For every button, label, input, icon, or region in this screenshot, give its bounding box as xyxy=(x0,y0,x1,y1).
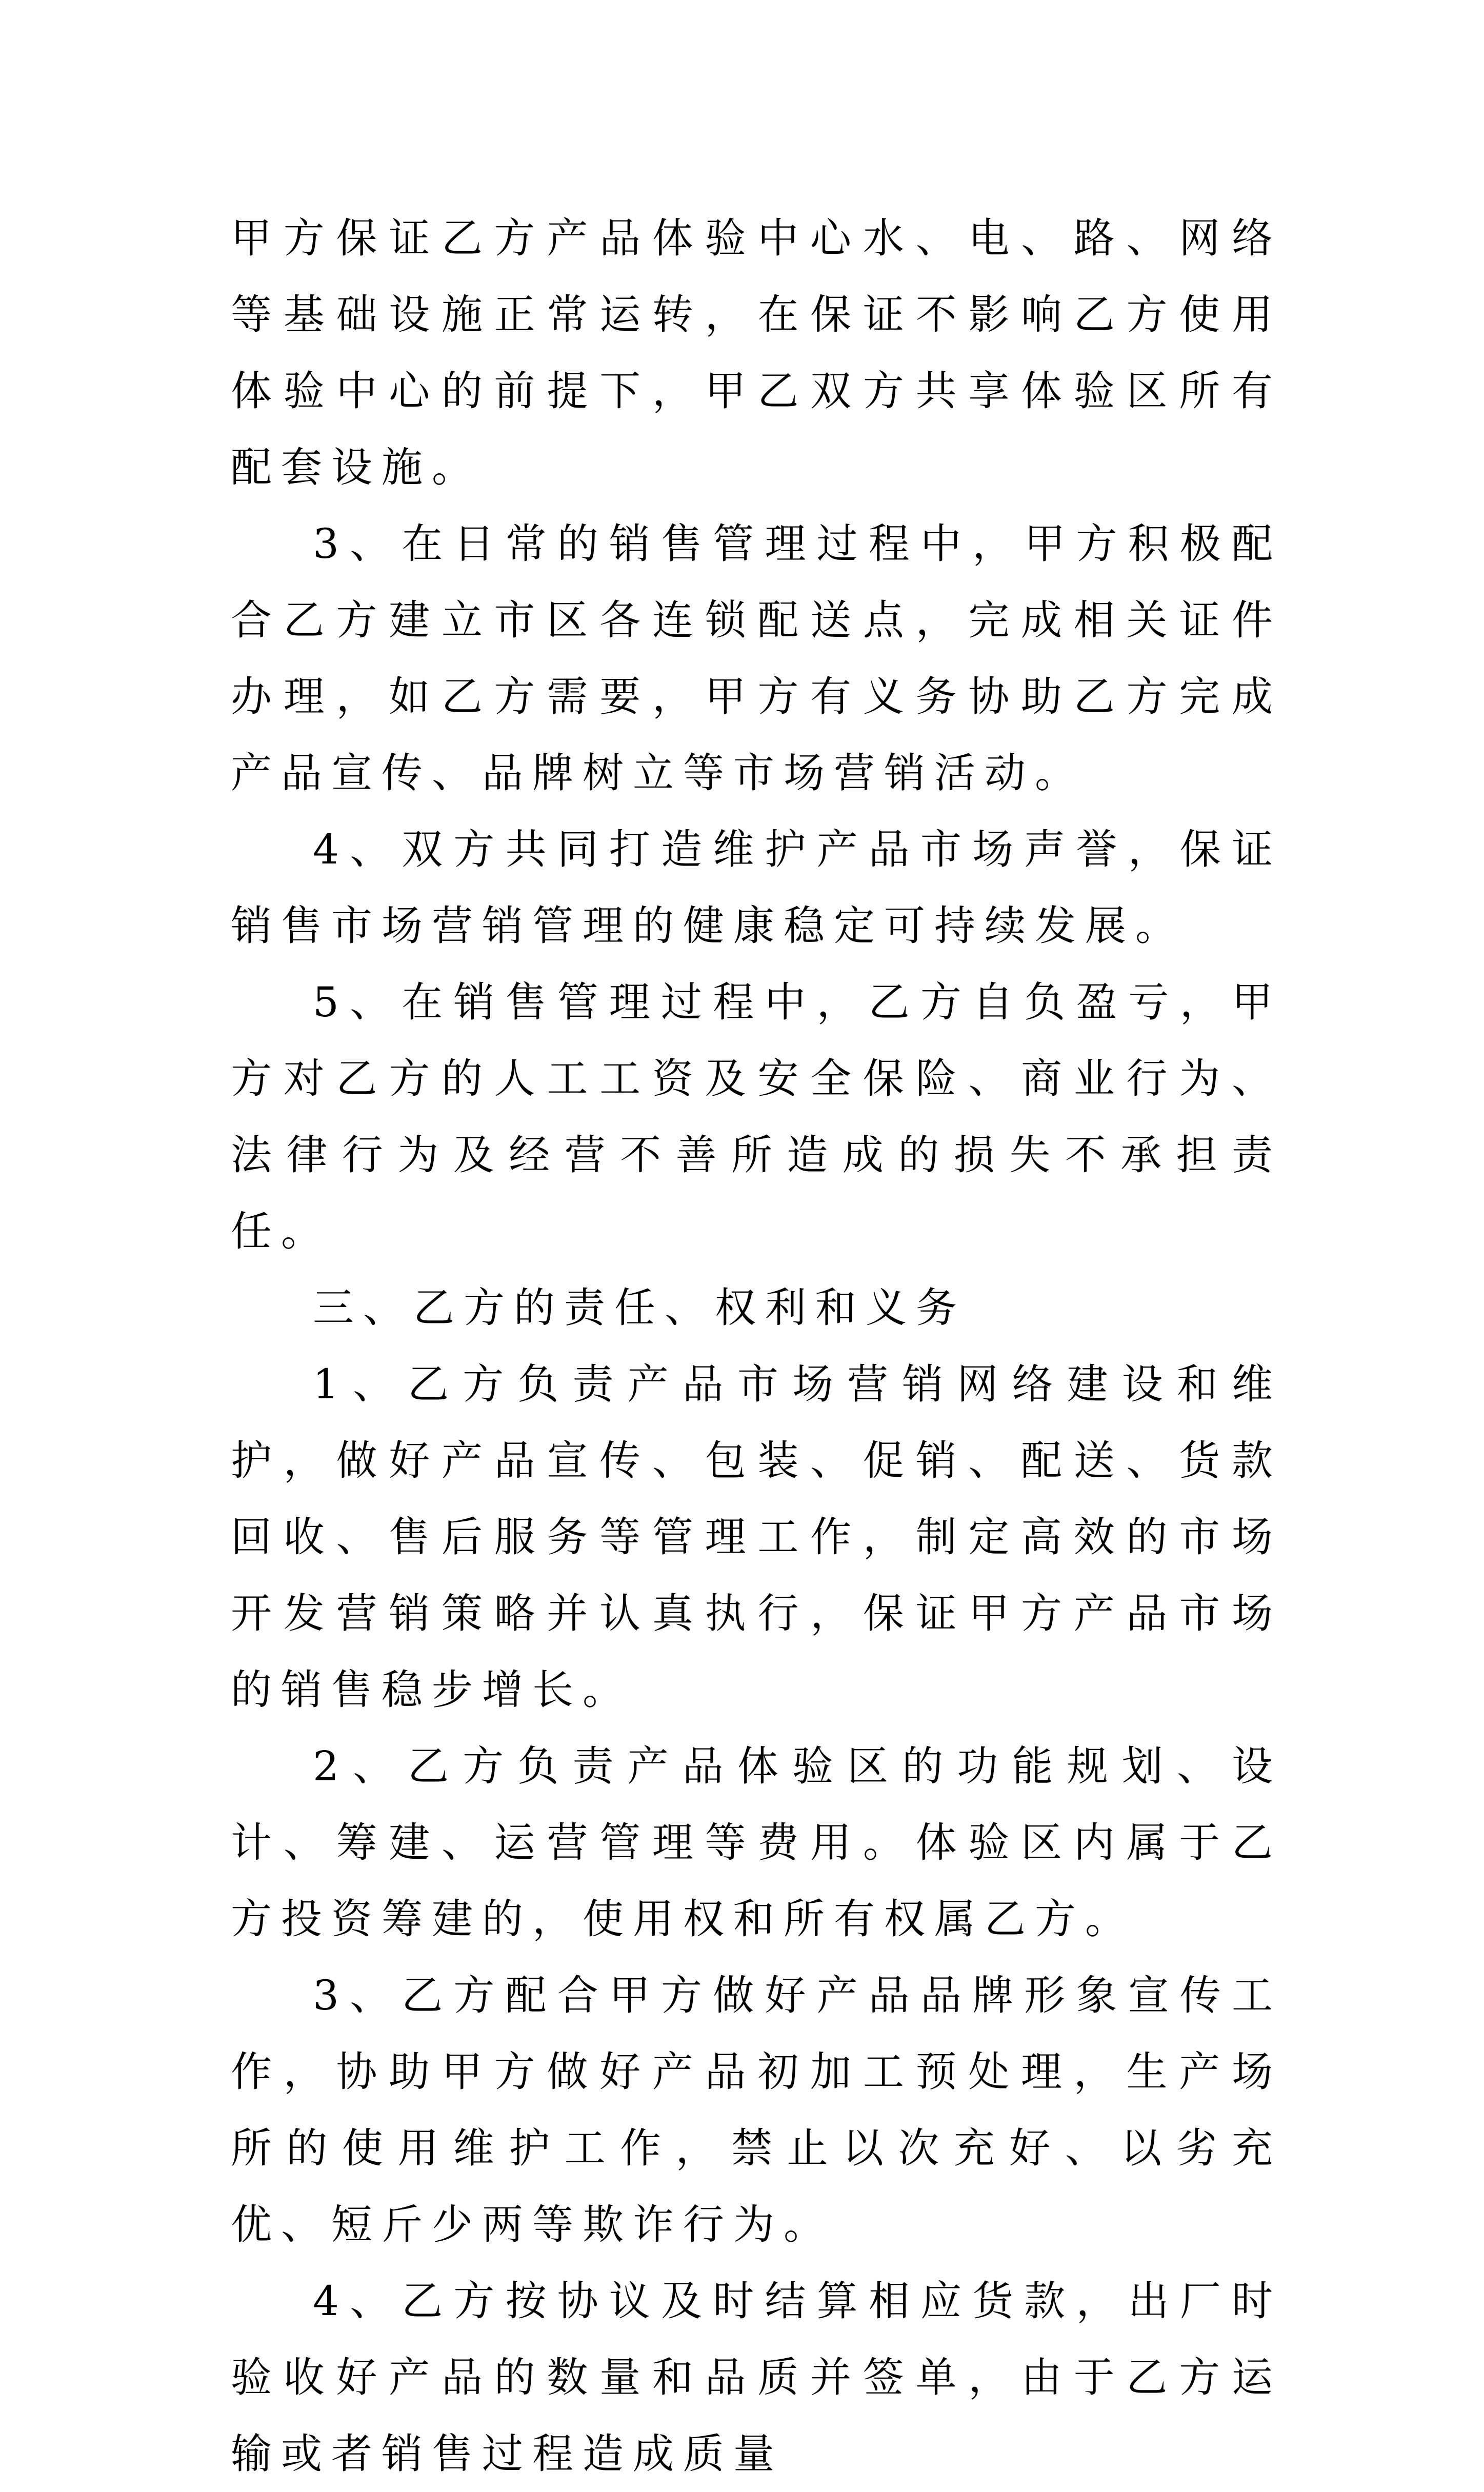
document-body xyxy=(231,200,1282,2492)
paragraph-clause-b3: 3、乙方配合甲方做好产品品牌形象宣传工作，协助甲方做好产品初加工预处理，生产场所的使用维护工作，禁止以次充好、以劣充优、短斤少两等欺诈行为。 xyxy=(231,1972,1282,2248)
paragraph-clause-a5: 5、在销售管理过程中，乙方自负盈亏，甲方对乙方的人工工资及安全保险、商业行为、法律行为及经营不善所造成的损失不承担责任。 xyxy=(231,978,1282,1255)
section-heading-party-b: 三、乙方的责任、权利和义务 xyxy=(313,1284,966,1332)
paragraph-clause-a3: 3、在日常的销售管理过程中，甲方积极配合乙方建立市区各连锁配送点，完成相关证件办理，如乙方需要，甲方有义务协助乙方完成产品宣传、品牌树立等市场营销活动。 xyxy=(231,520,1282,797)
paragraph-clause-a4: 4、双方共同打造维护产品市场声誉，保证销售市场营销管理的健康稳定可持续发展。 xyxy=(231,826,1282,950)
paragraph-clause-b2: 2、乙方负责产品体验区的功能规划、设计、筹建、运营管理等费用。体验区内属于乙方投资筹建的，使用权和所有权属乙方。 xyxy=(231,1742,1282,1943)
paragraph-clause-b1: 1、乙方负责产品市场营销网络建设和维护，做好产品宣传、包装、促销、配送、货款回收、售后服务等管理工作，制定高效的市场开发营销策略并认真执行，保证甲方产品市场的销售稳步增长。 xyxy=(231,1360,1282,1714)
paragraph-facilities: 甲方保证乙方产品体验中心水、电、路、网络等基础设施正常运转，在保证不影响乙方使用体验中心的前提下，甲乙双方共享体验区所有配套设施。 xyxy=(231,214,1282,491)
paragraph-clause-b4: 4、乙方按协议及时结算相应货款，出厂时验收好产品的数量和品质并签单，由于乙方运输或者销售过程造成质量 xyxy=(231,2277,1282,2478)
